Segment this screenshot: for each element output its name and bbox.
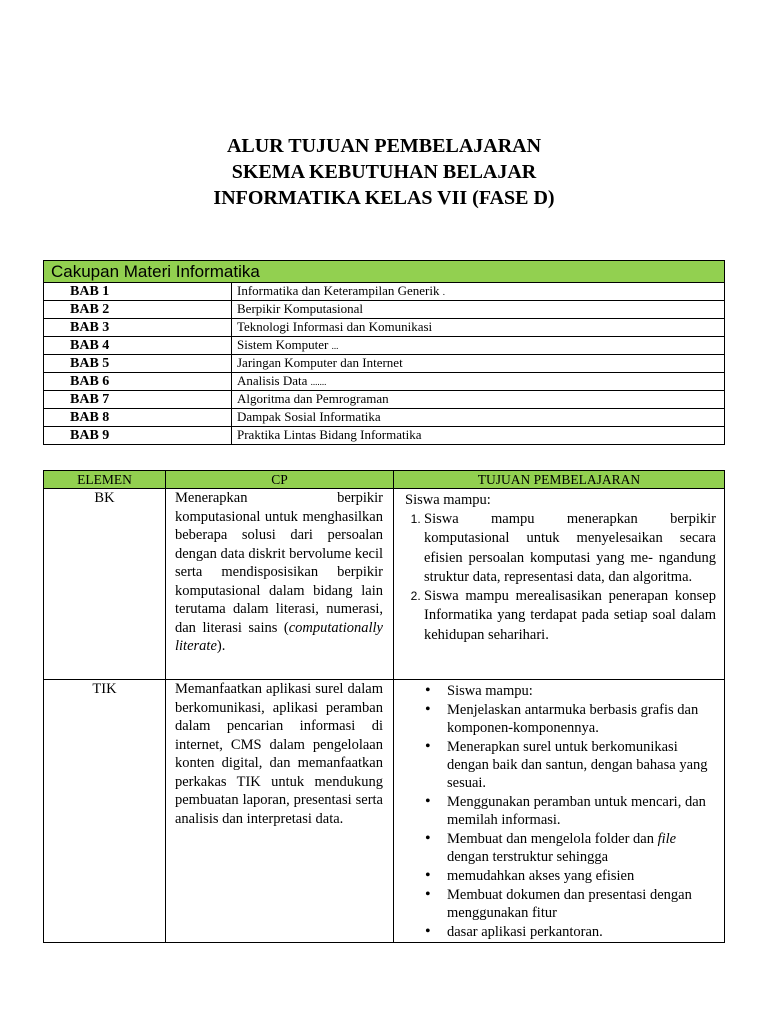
tujuan-intro: Siswa mampu: — [405, 492, 491, 508]
table-row — [44, 355, 725, 373]
elemen-cell: BK — [44, 489, 166, 680]
materi-cell — [232, 337, 725, 355]
header-tujuan: TUJUAN PEMBELAJARAN — [394, 471, 725, 489]
table-row — [44, 680, 725, 943]
materi-label: Praktika Lintas Bidang Informatika — [237, 427, 422, 442]
learning-goals-table — [43, 470, 725, 943]
cp-text-end: ). — [216, 638, 226, 654]
table-row — [44, 319, 725, 337]
bab-label: BAB 5 — [44, 355, 232, 373]
table-row — [44, 427, 725, 445]
bab-label: BAB 3 — [44, 319, 232, 337]
materi-label: Dampak Sosial Informatika — [237, 409, 381, 424]
list-item — [447, 682, 716, 700]
materi-label: Algoritma dan Pemrograman — [237, 391, 389, 406]
materi-cell — [232, 391, 725, 409]
list-item — [447, 738, 716, 792]
list-item — [447, 867, 716, 885]
materi-label: Analisis Data — [237, 373, 308, 388]
list-item: 2. Siswa mampu merealisasikan penerapan konsep Informatika yang terdapat pada setiap soal dalam kehidupan seharihari. — [424, 587, 716, 645]
materi-suffix: ... — [331, 341, 339, 351]
list-item-text-end: dengan terstruktur sehingga — [447, 849, 609, 865]
materi-cell — [232, 409, 725, 427]
materi-cell — [232, 373, 725, 391]
list-item-text: Menerapkan surel untuk berkomunikasi dengan baik dan santun, dengan bahasa yang sesuai. — [447, 739, 708, 791]
list-item — [447, 886, 716, 922]
materi-label: Teknologi Informasi dan Komunikasi — [237, 319, 433, 334]
title-line-3: INFORMATIKA KELAS VII (FASE D) — [213, 187, 555, 209]
list-item-text: Membuat dokumen dan presentasi dengan menggunakan fitur — [447, 887, 692, 921]
bab-label: BAB 4 — [44, 337, 232, 355]
list-item — [447, 793, 716, 829]
bab-label: BAB 9 — [44, 427, 232, 445]
materi-label: Informatika dan Keterampilan Generik — [237, 283, 440, 298]
tujuan-list — [402, 510, 716, 645]
table-row — [44, 409, 725, 427]
scope-table — [43, 260, 725, 445]
list-item: 1. Siswa mampu menerapkan berpikir komputasional untuk menyelesaikan secara efisien persoalan komputasi yang me- ngandung struktur data, representasi data, dan algoritma. — [424, 510, 716, 587]
list-item — [447, 830, 716, 866]
cp-text: Menerapkan berpikir komputasional untuk menghasilkan beberapa solusi dari persoalan dengan data diskrit bervolume kecil serta mendisposisikan berpikir komputasional dalam bidang lain terutama dalam literasi, numerasi, dan literasi sains ( — [175, 490, 383, 636]
list-item-text: dasar aplikasi perkantoran. — [447, 924, 603, 940]
tujuan-cell — [394, 489, 725, 680]
materi-cell — [232, 427, 725, 445]
materi-label: Jaringan Komputer dan Internet — [237, 355, 403, 370]
materi-suffix: . — [442, 287, 445, 297]
table-row — [44, 391, 725, 409]
materi-cell — [232, 319, 725, 337]
list-item-text: Membuat dan mengelola folder dan — [447, 831, 654, 847]
tujuan-bullet-list — [402, 682, 716, 941]
table-row — [44, 283, 725, 301]
elemen-cell: TIK — [44, 680, 166, 943]
list-item — [447, 701, 716, 737]
materi-suffix: ....... — [310, 377, 327, 387]
table-row — [44, 373, 725, 391]
materi-cell — [232, 301, 725, 319]
list-item-italic: file — [657, 831, 677, 847]
cp-cell — [166, 489, 394, 680]
table-row — [44, 337, 725, 355]
table-row — [44, 301, 725, 319]
materi-label: Berpikir Komputasional — [237, 301, 364, 316]
cp-cell — [166, 680, 394, 943]
bab-label: BAB 7 — [44, 391, 232, 409]
bab-label: BAB 1 — [44, 283, 232, 301]
materi-cell — [232, 355, 725, 373]
document-title — [0, 133, 768, 211]
bab-label: BAB 8 — [44, 409, 232, 427]
table-row — [44, 489, 725, 680]
materi-label: Sistem Komputer — [237, 337, 329, 352]
title-line-1: ALUR TUJUAN PEMBELAJARAN — [226, 135, 542, 157]
list-item — [447, 923, 716, 941]
scope-table-header: Cakupan Materi Informatika — [44, 261, 725, 283]
list-item-text: Menggunakan peramban untuk mencari, dan memilah informasi. — [447, 794, 706, 828]
list-item-text: Menjelaskan antarmuka berbasis grafis dan komponen-komponennya. — [447, 702, 699, 736]
tujuan-cell — [394, 680, 725, 943]
cp-text: Memanfaatkan aplikasi surel dalam berkomunikasi, aplikasi peramban dalam pencarian informasi di internet, CMS dalam pengelolaan konten digital, dan memanfaatkan perkakas TIK untuk mendukung pembuatan laporan, presentasi serta analisis dan interpretasi data. — [175, 681, 383, 827]
title-line-2: SKEMA KEBUTUHAN BELAJAR — [231, 161, 537, 183]
bab-label: BAB 6 — [44, 373, 232, 391]
cp-italic-text: computationally literate — [175, 619, 383, 654]
bab-label: BAB 2 — [44, 301, 232, 319]
header-cp: CP — [166, 471, 394, 489]
list-item-text: Siswa mampu: — [447, 683, 533, 699]
list-item-text: memudahkan akses yang efisien — [447, 868, 635, 884]
materi-cell — [232, 283, 725, 301]
header-elemen: ELEMEN — [44, 471, 166, 489]
